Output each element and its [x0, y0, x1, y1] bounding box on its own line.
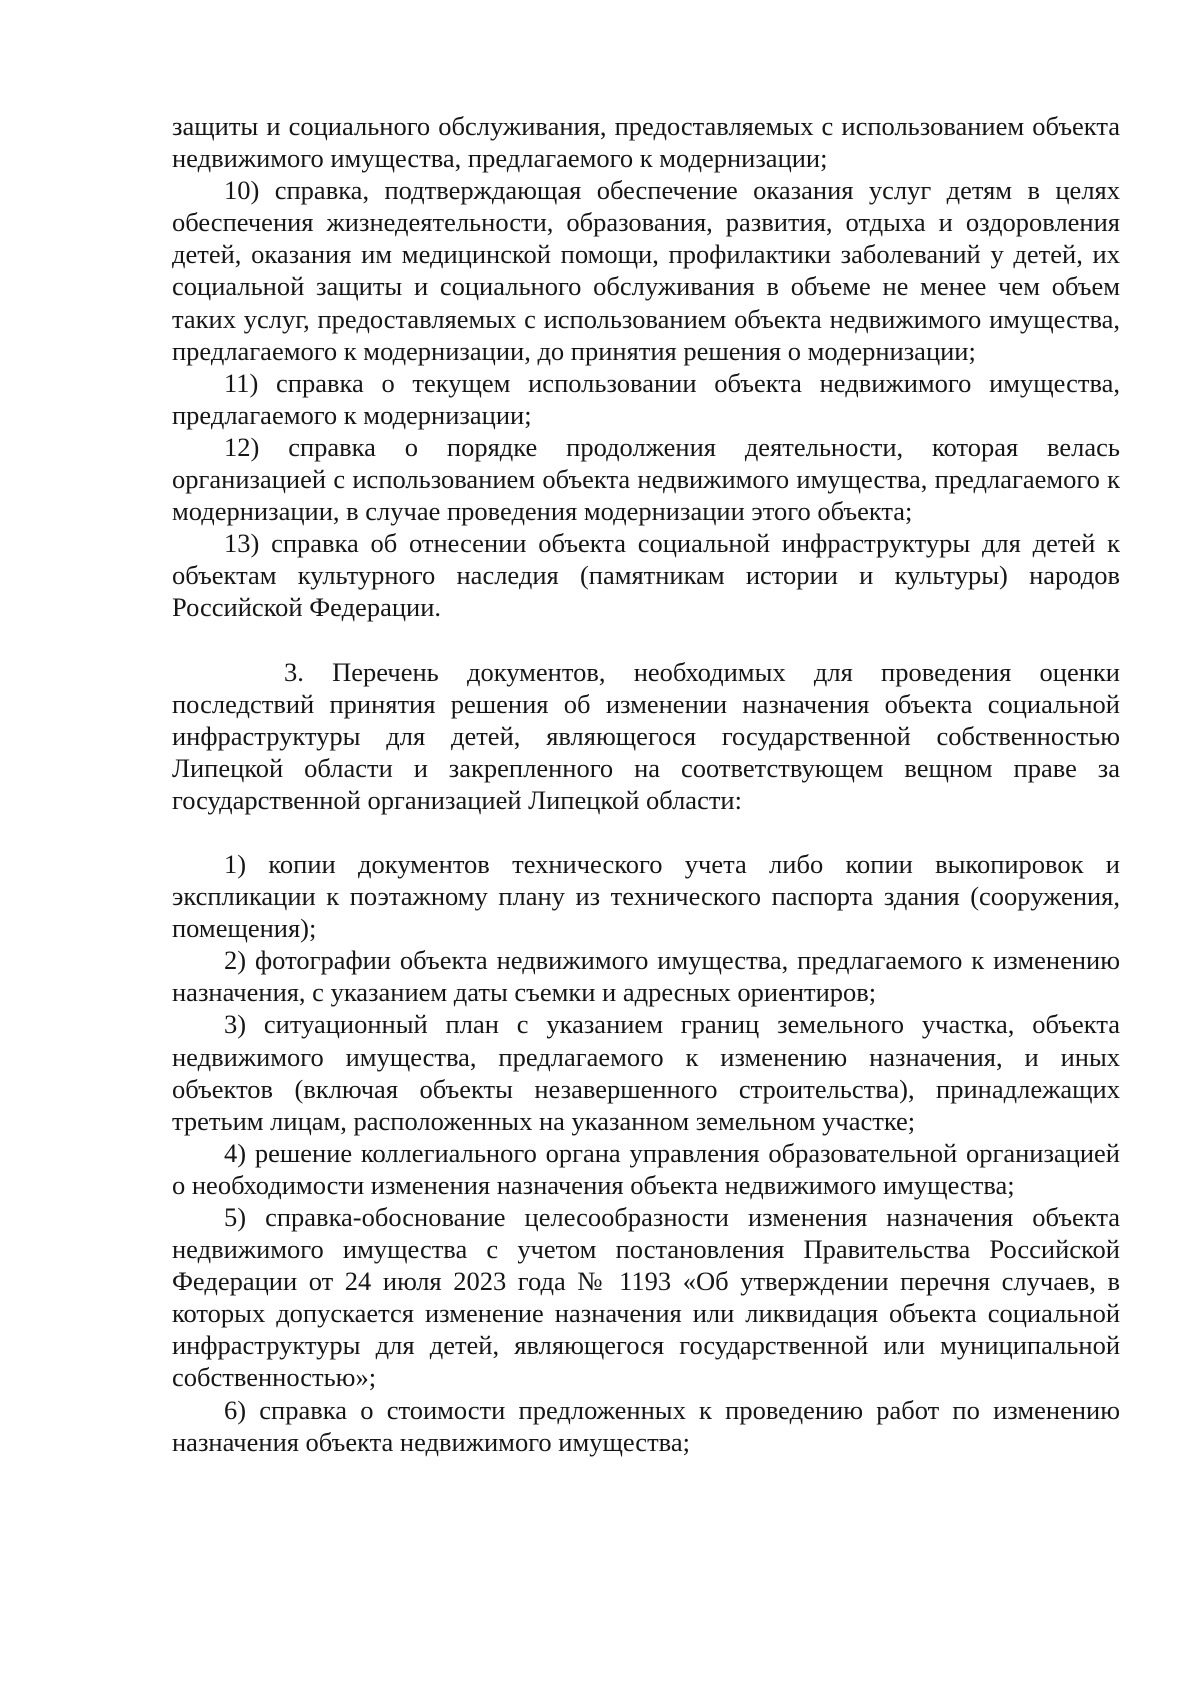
list-item-5: 5) справка-обоснование целесообразности изменения назначения объекта недвижимого имущества с учетом постановления Правительства Российской Федерации от 24 июля 2023 года № 1193 «Об утверждении перечня случаев, в которых допускается изменение назначения или ликвидация объекта социальной инфраструктуры для детей, являющегося государственной или муниципальной собственностью»; [172, 1202, 1120, 1393]
list-item-13: 13) справка об отнесении объекта социальной инфраструктуры для детей к объектам культурного наследия (памятникам истории и культуры) народов Российской Федерации. [172, 528, 1120, 623]
list-item-3: 3) ситуационный план с указанием границ земельного участка, объекта недвижимого имущества, предлагаемого к изменению назначения, и иных объектов (включая объекты незавершенного строительства), принадлежащих третьим лицам, расположенных на указанном земельном участке; [172, 1009, 1120, 1136]
list-item-12: 12) справка о порядке продолжения деятельности, которая велась организацией с использованием объекта недвижимого имущества, предлагаемого к модернизации, в случае проведения модернизации этого объекта; [172, 431, 1120, 527]
document-body [172, 110, 1120, 1458]
list-item-4: 4) решение коллегиального органа управления образовательной организацией о необходимости изменения назначения объекта недвижимого имущества; [172, 1137, 1120, 1200]
list-item-10: 10) справка, подтверждающая обеспечение оказания услуг детям в целях обеспечения жизнедеятельности, образования, развития, отдыха и оздоровления детей, оказания им медицинской помощи, профилактики заболеваний у детей, их социальной защиты и социального обслуживания в объеме не менее чем объем таких услуг, предоставляемых с использованием объекта недвижимого имущества, предлагаемого к модернизации, до принятия решения о модернизации; [172, 175, 1120, 366]
list-item-6: 6) справка о стоимости предложенных к проведению работ по изменению назначения объекта недвижимого имущества; [172, 1394, 1120, 1457]
list-item-2: 2) фотографии объекта недвижимого имущества, предлагаемого к изменению назначения, с указанием даты съемки и адресных ориентиров; [172, 945, 1120, 1008]
list-item-11: 11) справка о текущем использовании объекта недвижимого имущества, предлагаемого к модернизации; [172, 367, 1120, 430]
list-item-1: 1) копии документов технического учета либо копии выкопировок и экспликации к поэтажному плану из технического паспорта здания (сооружения, помещения); [172, 848, 1120, 944]
paragraph-continuation: защиты и социального обслуживания, предоставляемых с использованием объекта недвижимого имущества, предлагаемого к модернизации; [172, 111, 1120, 174]
section-heading-3: 3. Перечень документов, необходимых для проведения оценки последствий принятия решения об изменении назначения объекта социальной инфраструктуры для детей, являющегося государственной собственностью Липецкой области и закрепленного на соответствующем вещном праве за государственной организацией Липецкой области: [172, 656, 1120, 815]
